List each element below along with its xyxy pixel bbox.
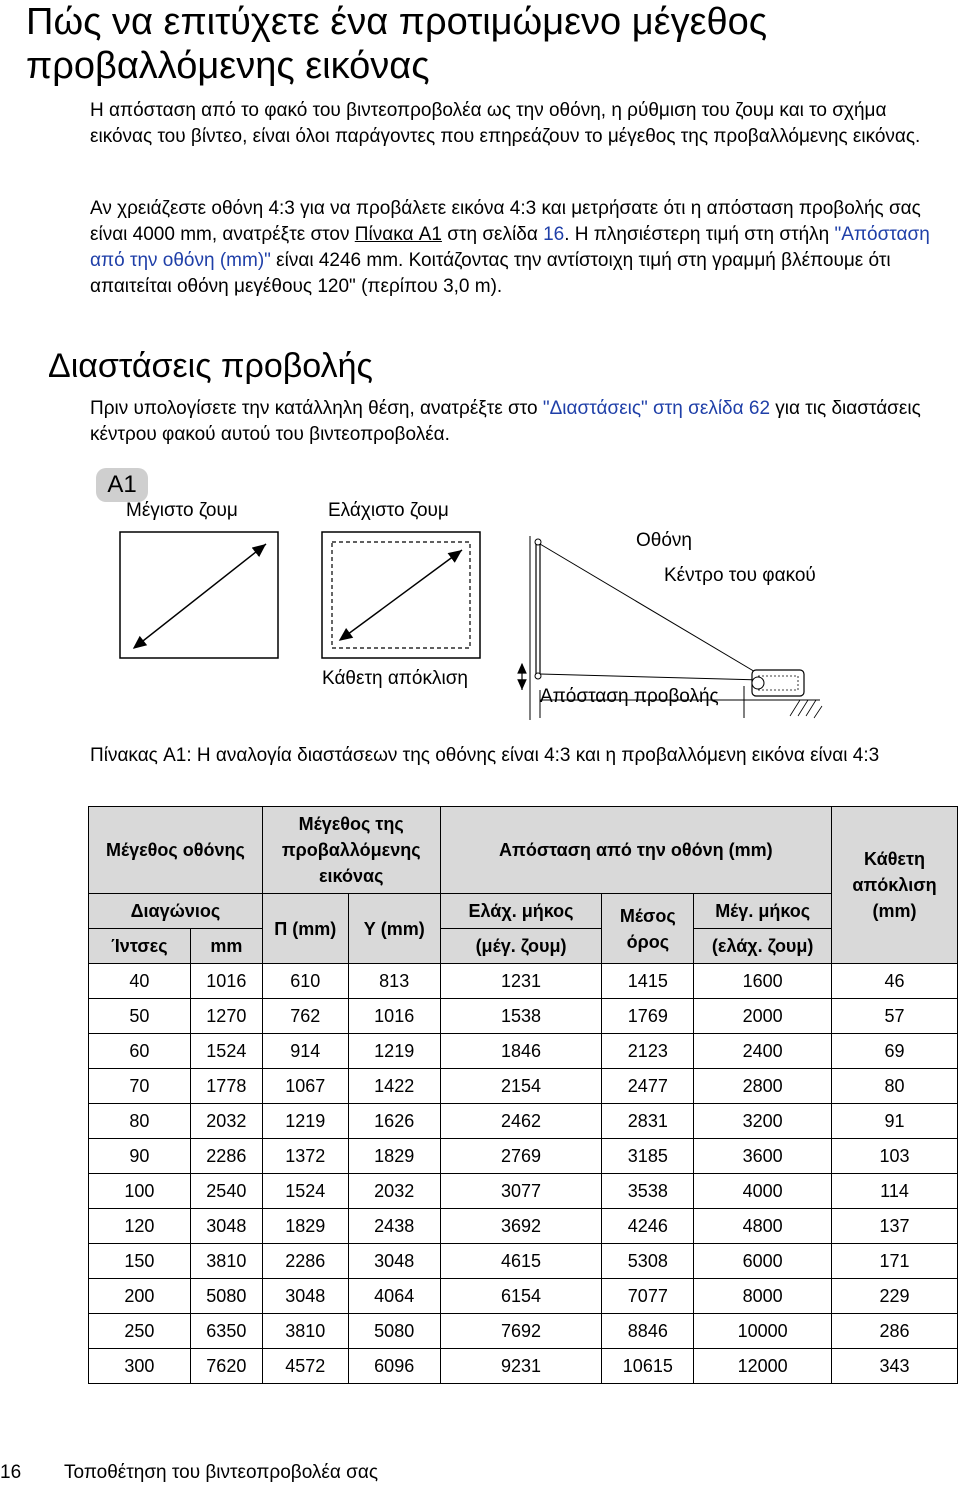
example-text-2: στη σελίδα: [441, 224, 544, 245]
table-cell: 2154: [440, 1069, 602, 1104]
table-cell: 1270: [190, 999, 262, 1034]
table-row: [89, 1279, 958, 1314]
table-cell: 2286: [262, 1244, 348, 1279]
projector-icon: [752, 670, 804, 696]
table-cell: 4000: [694, 1174, 832, 1209]
table-cell: 1372: [262, 1139, 348, 1174]
label-lens-center: Κέντρο του φακού: [664, 565, 816, 586]
table-row: [89, 1139, 958, 1174]
table-cell: 100: [89, 1174, 191, 1209]
table-cell: 114: [832, 1174, 958, 1209]
column-ref-link[interactable]: "Απόσταση από την οθόνη (mm)": [90, 224, 930, 271]
table-cell: 1219: [262, 1104, 348, 1139]
table-cell: 229: [832, 1279, 958, 1314]
header-image-size: Μέγεθος της προβαλλόμενης εικόνας: [262, 807, 440, 894]
screen-side-view: [536, 544, 540, 674]
header-vertical-offset: Κάθετη απόκλιση (mm): [832, 807, 958, 964]
table-cell: 3538: [602, 1174, 694, 1209]
table-cell: 286: [832, 1314, 958, 1349]
table-cell: 1231: [440, 964, 602, 999]
header-width: Π (mm): [262, 894, 348, 964]
table-cell: 1626: [348, 1104, 440, 1139]
max-zoom-frame: [120, 532, 278, 658]
cone-top-line: [540, 544, 762, 676]
table-cell: 2540: [190, 1174, 262, 1209]
header-diagonal: Διαγώνιος: [89, 894, 263, 929]
table-cell: 80: [89, 1104, 191, 1139]
table-cell: 343: [832, 1349, 958, 1384]
table-row: [89, 1314, 958, 1349]
cone-bottom-line: [540, 674, 762, 680]
example-text-3: . Η πλησιέστερη τιμή στη στήλη: [564, 224, 835, 245]
table-row: [89, 964, 958, 999]
table-cell: 3692: [440, 1209, 602, 1244]
table-cell: 40: [89, 964, 191, 999]
table-cell: 1067: [262, 1069, 348, 1104]
table-cell: 10615: [602, 1349, 694, 1384]
table-a1-link[interactable]: Πίνακα A1: [354, 224, 442, 245]
table-cell: 3048: [348, 1244, 440, 1279]
table-cell: 5080: [190, 1279, 262, 1314]
header-mm: mm: [190, 929, 262, 964]
table-cell: 12000: [694, 1349, 832, 1384]
table-cell: 1524: [190, 1034, 262, 1069]
table-cell: 2438: [348, 1209, 440, 1244]
label-vertical-offset: Κάθετη απόκλιση: [322, 668, 468, 689]
table-cell: 10000: [694, 1314, 832, 1349]
table-cell: 69: [832, 1034, 958, 1069]
footer-chapter: Τοποθέτηση του βιντεοπροβολέα σας: [64, 1462, 379, 1483]
table-cell: 1415: [602, 964, 694, 999]
table-cell: 6350: [190, 1314, 262, 1349]
table-cell: 1846: [440, 1034, 602, 1069]
table-cell: 3200: [694, 1104, 832, 1139]
table-cell: 3810: [190, 1244, 262, 1279]
table-caption: Πίνακας A1: Η αναλογία διαστάσεων της οθόνης είναι 4:3 και η προβαλλόμενη εικόνα είναι 4:3: [90, 745, 880, 766]
table-cell: 4064: [348, 1279, 440, 1314]
section-title: Διαστάσεις προβολής: [48, 347, 373, 385]
table-row: [89, 1349, 958, 1384]
table-cell: 171: [832, 1244, 958, 1279]
table-cell: 3048: [262, 1279, 348, 1314]
table-cell: 250: [89, 1314, 191, 1349]
table-cell: 9231: [440, 1349, 602, 1384]
table-cell: 120: [89, 1209, 191, 1244]
table-cell: 137: [832, 1209, 958, 1244]
table-cell: 914: [262, 1034, 348, 1069]
example-text-4: είναι 4246 mm. Κοιτάζοντας την αντίστοιχη τιμή στη γραμμή βλέπουμε ότι απαιτείται οθόνη μεγέθους 120" (περίπου 3,0 m).: [90, 250, 891, 297]
table-cell: 200: [89, 1279, 191, 1314]
table-body: [89, 964, 958, 1384]
projection-diagram: [0, 0, 960, 740]
table-cell: 1016: [190, 964, 262, 999]
page-title: Πώς να επιτύχετε ένα προτιμώμενο μέγεθος προβαλλόμενης εικόνας: [26, 1, 768, 87]
label-min-zoom: Ελάχιστο ζουμ: [328, 500, 449, 521]
table-cell: 2831: [602, 1104, 694, 1139]
header-distance: Απόσταση από την οθόνη (mm): [440, 807, 831, 894]
table-cell: 300: [89, 1349, 191, 1384]
table-cell: 4246: [602, 1209, 694, 1244]
table-cell: 1422: [348, 1069, 440, 1104]
table-row: [89, 1174, 958, 1209]
table-cell: 1829: [262, 1209, 348, 1244]
table-row: [89, 1244, 958, 1279]
header-min-length-zoom: (μέγ. ζουμ): [440, 929, 602, 964]
header-average: Μέσος όρος: [602, 894, 694, 964]
table-cell: 2032: [348, 1174, 440, 1209]
label-projection-distance: Απόσταση προβολής: [540, 686, 719, 707]
table-cell: 150: [89, 1244, 191, 1279]
header-inches: Ίντσες: [89, 929, 191, 964]
table-cell: 6000: [694, 1244, 832, 1279]
table-cell: 3077: [440, 1174, 602, 1209]
header-max-length: Μέγ. μήκος: [694, 894, 832, 929]
max-zoom-diagonal: [134, 544, 266, 648]
table-cell: 3600: [694, 1139, 832, 1174]
table-cell: 6154: [440, 1279, 602, 1314]
section-text-1: Πριν υπολογίσετε την κατάλληλη θέση, ανατρέξτε στο: [90, 398, 543, 419]
table-cell: 4800: [694, 1209, 832, 1244]
table-cell: 1829: [348, 1139, 440, 1174]
table-cell: 90: [89, 1139, 191, 1174]
table-cell: 80: [832, 1069, 958, 1104]
table-cell: 2800: [694, 1069, 832, 1104]
table-row: [89, 1209, 958, 1244]
header-height: Υ (mm): [348, 894, 440, 964]
table-cell: 91: [832, 1104, 958, 1139]
table-cell: 1778: [190, 1069, 262, 1104]
table-cell: 7077: [602, 1279, 694, 1314]
label-max-zoom: Μέγιστο ζουμ: [126, 500, 238, 521]
table-cell: 3048: [190, 1209, 262, 1244]
table-row: [89, 1104, 958, 1139]
table-row: [89, 1034, 958, 1069]
table-cell: 46: [832, 964, 958, 999]
section-text-2: για τις διαστάσεις κέντρου φακού αυτού του βιντεοπροβολέα.: [90, 398, 921, 445]
table-cell: 103: [832, 1139, 958, 1174]
projection-table: [88, 806, 958, 1384]
table-cell: 57: [832, 999, 958, 1034]
table-cell: 2477: [602, 1069, 694, 1104]
floor-hatch: [790, 700, 822, 718]
page-16-link[interactable]: 16: [543, 224, 565, 245]
table-cell: 3810: [262, 1314, 348, 1349]
table-cell: 2400: [694, 1034, 832, 1069]
table-cell: 1769: [602, 999, 694, 1034]
table-cell: 762: [262, 999, 348, 1034]
label-screen: Οθόνη: [636, 530, 692, 551]
table-cell: 2462: [440, 1104, 602, 1139]
table-cell: 4615: [440, 1244, 602, 1279]
table-cell: 60: [89, 1034, 191, 1069]
table-cell: 5080: [348, 1314, 440, 1349]
table-row: [89, 999, 958, 1034]
table-cell: 2032: [190, 1104, 262, 1139]
table-cell: 8000: [694, 1279, 832, 1314]
table-cell: 4572: [262, 1349, 348, 1384]
table-cell: 7620: [190, 1349, 262, 1384]
table-cell: 6096: [348, 1349, 440, 1384]
table-cell: 610: [262, 964, 348, 999]
table-cell: 1016: [348, 999, 440, 1034]
table-cell: 2123: [602, 1034, 694, 1069]
table-cell: 1524: [262, 1174, 348, 1209]
header-screen-size: Μέγεθος οθόνης: [89, 807, 263, 894]
min-zoom-diagonal: [340, 550, 462, 640]
table-cell: 1600: [694, 964, 832, 999]
example-text-1: Αν χρειάζεστε οθόνη 4:3 για να προβάλετε εικόνα 4:3 και μετρήσατε ότι η απόσταση προβολής σας είναι 4000 mm, ανατρέξτε στον: [90, 198, 921, 245]
figure-badge: A1: [96, 468, 148, 502]
table-cell: 2286: [190, 1139, 262, 1174]
table-cell: 3185: [602, 1139, 694, 1174]
table-cell: 2000: [694, 999, 832, 1034]
header-max-length-zoom: (ελάχ. ζουμ): [694, 929, 832, 964]
table-cell: 70: [89, 1069, 191, 1104]
dimensions-link[interactable]: "Διαστάσεις" στη σελίδα 62: [542, 398, 771, 419]
header-min-length: Ελάχ. μήκος: [440, 894, 602, 929]
table-cell: 5308: [602, 1244, 694, 1279]
page-number: 16: [0, 1462, 22, 1483]
intro-paragraph: Η απόσταση από το φακό του βιντεοπροβολέα ως την οθόνη, η ρύθμιση του ζουμ και το σχήμα εικόνας του βίντεο, είναι όλοι παράγοντες που επηρεάζουν το μέγεθος της προβαλλόμενης εικόνας.: [90, 100, 921, 147]
table-cell: 2769: [440, 1139, 602, 1174]
table-cell: 1538: [440, 999, 602, 1034]
table-cell: 1219: [348, 1034, 440, 1069]
table-row: [89, 1069, 958, 1104]
table-cell: 50: [89, 999, 191, 1034]
table-cell: 7692: [440, 1314, 602, 1349]
table-cell: 813: [348, 964, 440, 999]
table-cell: 8846: [602, 1314, 694, 1349]
